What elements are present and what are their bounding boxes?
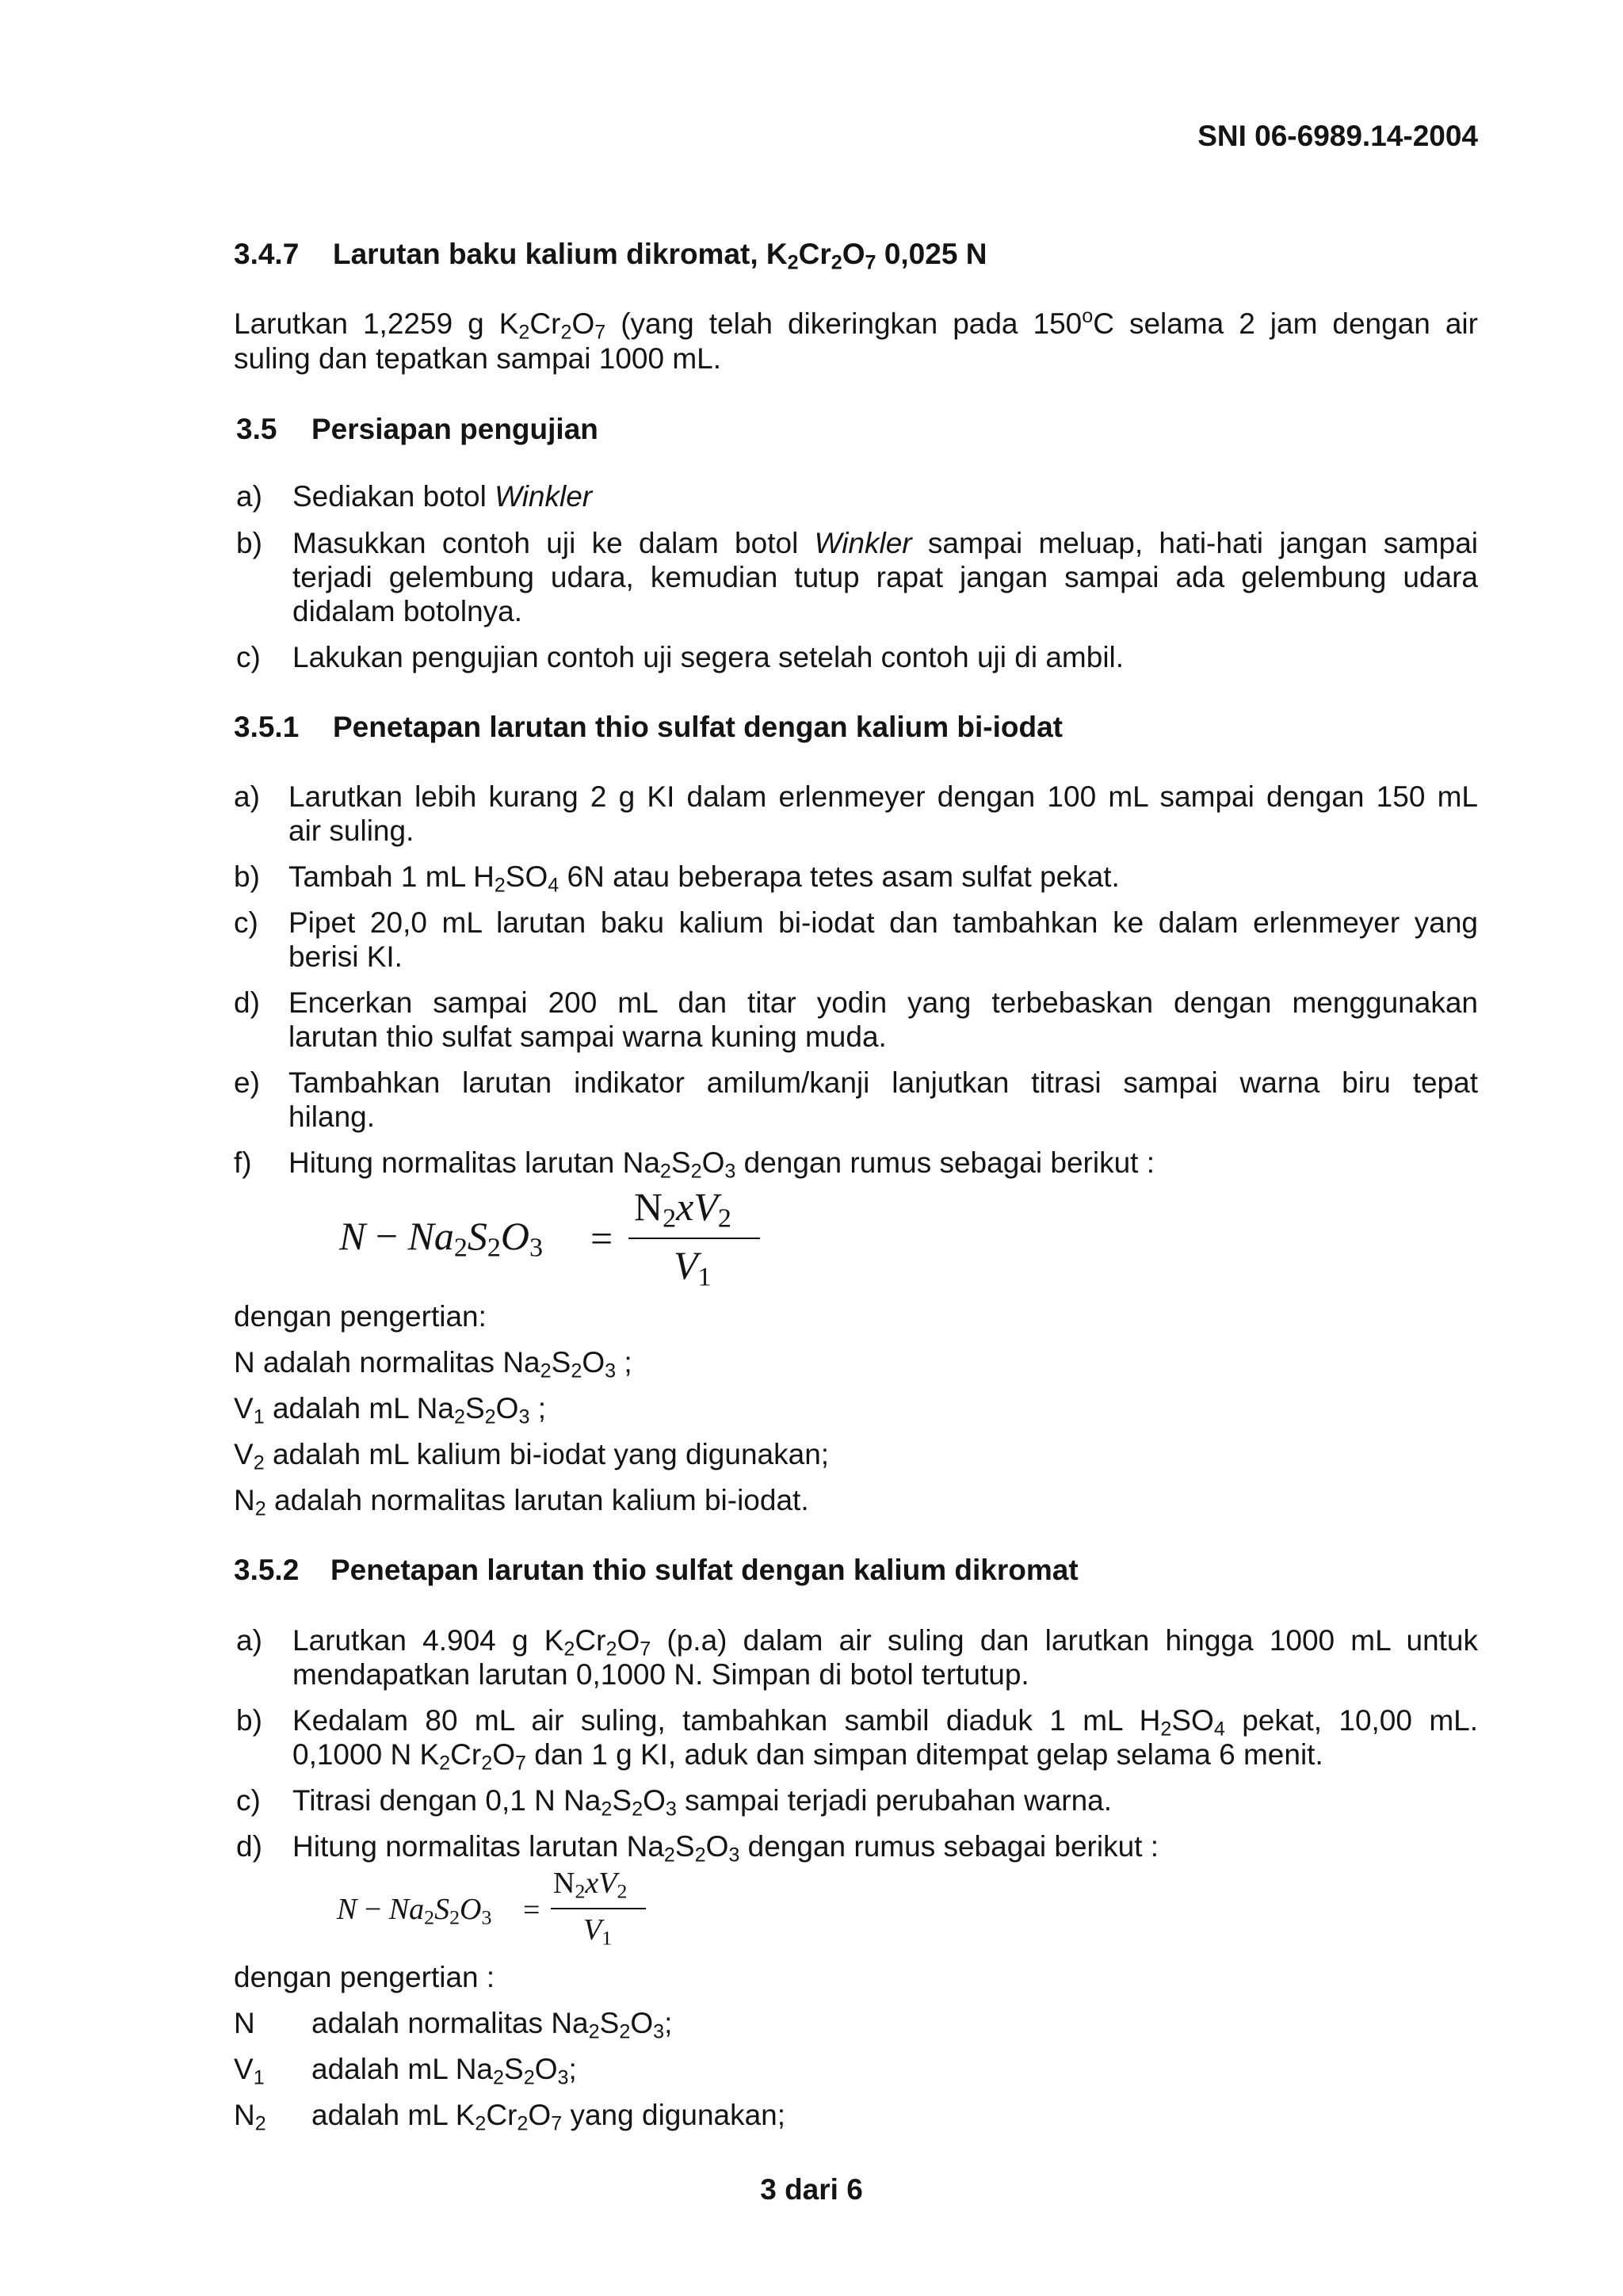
document-id: SNI 06-6989.14-2004 (1197, 120, 1478, 152)
list-label: a) (236, 480, 262, 513)
document-page: SNI 06-6989.14-2004 3.4.7 Larutan baku kalium dikromat, $K_2Cr_2O_7$ 0,025 N Larutkan 1,2259 g $K_2Cr_2O_7$ (yang telah dikeringkan pada 150$^o$C selama 2 jam dengan air suling dan tepatkan sampai 1000 mL. 3.5 Persiapan pengujian a) Sediakan botol Winkler b) Masukkan contoh uji ke dalam botol Winkler sampai meluap, hati-hati jangan sampai terjadi gelembung udara, kemudian tutup rapat jangan sampai ada gelembung udara didalam botolnya. c) Lakukan pengujian contoh uji segera setelah contoh uji di ambil. 3.5.1 Penetapan larutan thio sulfat dengan kalium bi-iodat a) Larutkan lebih kurang 2 g KI dalam erlenmeyer dengan 100 mL sampai dengan 150 mL air suling. b) Tambah 1 mL $H_2SO_4$ 6N atau beberapa tetes asam sulfat pekat. c) Pipet 20,0 mL larutan baku kalium bi-iodat dan tambahkan ke dalam erlenmeyer yang berisi KI. d) Encerkan sampai 200 mL dan titar yodin yang terbebaskan dengan menggunakan larutan thio sulfat sampai warna kuning muda. e) Tambahkan larutan indikator amilum/kanji lanjutkan titrasi sampai warna biru tepat hilang. f) Hitung normalitas larutan $Na_2S_2O_3$ dengan rumus sebagai berikut : $N - Na_2S_2O_3$ = $N_2xV_2$ $V_1$ dengan pengertian: N adalah normalitas $Na_2S_2O_3$ ; $V_1$ adalah mL $Na_2S_2O_3$ ; $V_2$ adalah mL kalium bi-iodat yang digunakan; $N_2$ adalah normalitas larutan kalium bi-iodat. 3.5.2 Penetapan larutan thio sulfat dengan kalium dikromat a) Larutkan 4.904 g $K_2Cr_2O_7$ (p.a) dalam air suling dan larutkan hingga 1000 mL untuk mendapatkan larutan 0,1000 N. Simpan di botol tertutup. b) Kedalam 80 mL air suling, tambahkan sambil diaduk 1 mL $H_2SO_4$ pekat, 10,00 mL. 0,1000 N $K_2Cr_2O_7$ dan 1 g KI, aduk dan simpan ditempat gelap selama 6 menit. c) Titrasi dengan 0,1 N $Na_2S_2O_3$ sampai terjadi perubahan warna. d) Hitung normalitas larutan $Na_2S_2O_3$ dengan rumus sebagai berikut : $N - Na_2S_2O_3$ = $N_2xV_2$ $V_1$ dengan pengertian : N adalah normalitas $Na_2S_2O_3$; $V_1$ adalah mL $Na_2S_2O_3$; $N_2$ adalah mL $K_2Cr_2O_7$ yang digunakan; 3 dari 6 (234, 120, 1479, 2206)
list-label: a) (234, 780, 260, 813)
list-label: d) (236, 1830, 262, 1863)
list-label: a) (236, 1624, 262, 1657)
section-title: Larutan baku kalium dikromat, $K_2Cr_2O_7$ 0,025 N (333, 238, 987, 274)
list-label: c) (236, 641, 261, 673)
list-label: f) (234, 1146, 252, 1179)
list-item-line: air suling. (288, 814, 414, 847)
list-item-line: didalam botolnya. (292, 595, 523, 627)
definition-item: adalah mL $Na_2S_2O_3$; (311, 2053, 577, 2089)
list-item-line: Encerkan sampai 200 mL dan titar yodin yang terbebaskan dengan menggunakan (288, 986, 1478, 1019)
section-number: 3.5.1 (234, 711, 300, 743)
definition-symbol: N (234, 2007, 255, 2039)
section-title: Penetapan larutan thio sulfat dengan kalium dikromat (330, 1554, 1079, 1586)
list-item: Hitung normalitas larutan $Na_2S_2O_3$ dengan rumus sebagai berikut : (288, 1146, 1155, 1183)
list-item-line: Pipet 20,0 mL larutan baku kalium bi-iodat dan tambahkan ke dalam erlenmeyer yang (288, 906, 1478, 939)
list-item-line: Tambahkan larutan indikator amilum/kanji lanjutkan titrasi sampai warna biru tepat (288, 1066, 1478, 1099)
list-item-line: Masukkan contoh uji ke dalam botol Winkler sampai meluap, hati-hati jangan sampai (292, 527, 1478, 559)
section-number: 3.5.2 (234, 1554, 300, 1586)
definition-intro: dengan pengertian : (234, 1961, 495, 1993)
list-item-line: 0,1000 N $K_2Cr_2O_7$ dan 1 g KI, aduk dan simpan ditempat gelap selama 6 menit. (292, 1738, 1323, 1775)
list-label: b) (236, 1704, 262, 1737)
list-item-line: berisi KI. (288, 940, 403, 973)
list-item: Titrasi dengan 0,1 N $Na_2S_2O_3$ sampai terjadi perubahan warna. (292, 1784, 1113, 1821)
section-title: Persiapan pengujian (311, 413, 598, 445)
section-number: 3.4.7 (234, 238, 300, 270)
definition-item: $V_2$ adalah mL kalium bi-iodat yang digunakan; (234, 1438, 830, 1474)
definition-item: N adalah normalitas $Na_2S_2O_3$ ; (234, 1346, 632, 1383)
list-item-line: Larutkan lebih kurang 2 g KI dalam erlenmeyer dengan 100 mL sampai dengan 150 mL (288, 780, 1478, 813)
list-item-line: terjadi gelembung udara, kemudian tutup rapat jangan sampai ada gelembung udara (292, 561, 1478, 593)
list-label: d) (234, 986, 260, 1019)
paragraph-line: suling dan tepatkan sampai 1000 mL. (234, 342, 722, 375)
definition-symbol: $V_1$ (234, 2053, 265, 2089)
list-label: b) (234, 860, 260, 893)
definition-intro: dengan pengertian: (234, 1300, 487, 1333)
list-item-line: mendapatkan larutan 0,1000 N. Simpan di botol tertutup. (292, 1658, 1029, 1691)
page-number: 3 dari 6 (760, 2173, 863, 2206)
list-item: Lakukan pengujian contoh uji segera setelah contoh uji di ambil. (292, 641, 1125, 673)
list-label: c) (234, 906, 258, 939)
list-label: e) (234, 1066, 260, 1099)
definition-item: adalah normalitas $Na_2S_2O_3$; (311, 2007, 673, 2043)
definition-item: $V_1$ adalah mL $Na_2S_2O_3$ ; (234, 1392, 546, 1428)
list-item-line: hilang. (288, 1100, 376, 1133)
list-item: Tambah 1 mL $H_2SO_4$ 6N atau beberapa tetes asam sulfat pekat. (288, 860, 1120, 897)
paragraph-line: Larutkan 1,2259 g $K_2Cr_2O_7$ (yang telah dikeringkan pada 150$^o$C selama 2 jam dengan air (234, 305, 1478, 344)
list-item: Sediakan botol Winkler (292, 480, 593, 513)
list-item-line: larutan thio sulfat sampai warna kuning muda. (288, 1020, 887, 1053)
list-item: Hitung normalitas larutan $Na_2S_2O_3$ dengan rumus sebagai berikut : (292, 1830, 1159, 1867)
section-number: 3.5 (236, 413, 277, 445)
definition-item: adalah mL $K_2Cr_2O_7$ yang digunakan; (311, 2099, 786, 2135)
list-label: c) (236, 1784, 261, 1817)
section-title: Penetapan larutan thio sulfat dengan kalium bi-iodat (333, 711, 1063, 743)
list-label: b) (236, 527, 262, 559)
definition-symbol: $N_2$ (234, 2099, 266, 2135)
list-item-line: Larutkan 4.904 g $K_2Cr_2O_7$ (p.a) dalam air suling dan larutkan hingga 1000 mL untuk (292, 1624, 1478, 1661)
definition-item: $N_2$ adalah normalitas larutan kalium bi-iodat. (234, 1484, 809, 1520)
list-item-line: Kedalam 80 mL air suling, tambahkan sambil diaduk 1 mL $H_2SO_4$ pekat, 10,00 mL. (292, 1704, 1479, 1741)
